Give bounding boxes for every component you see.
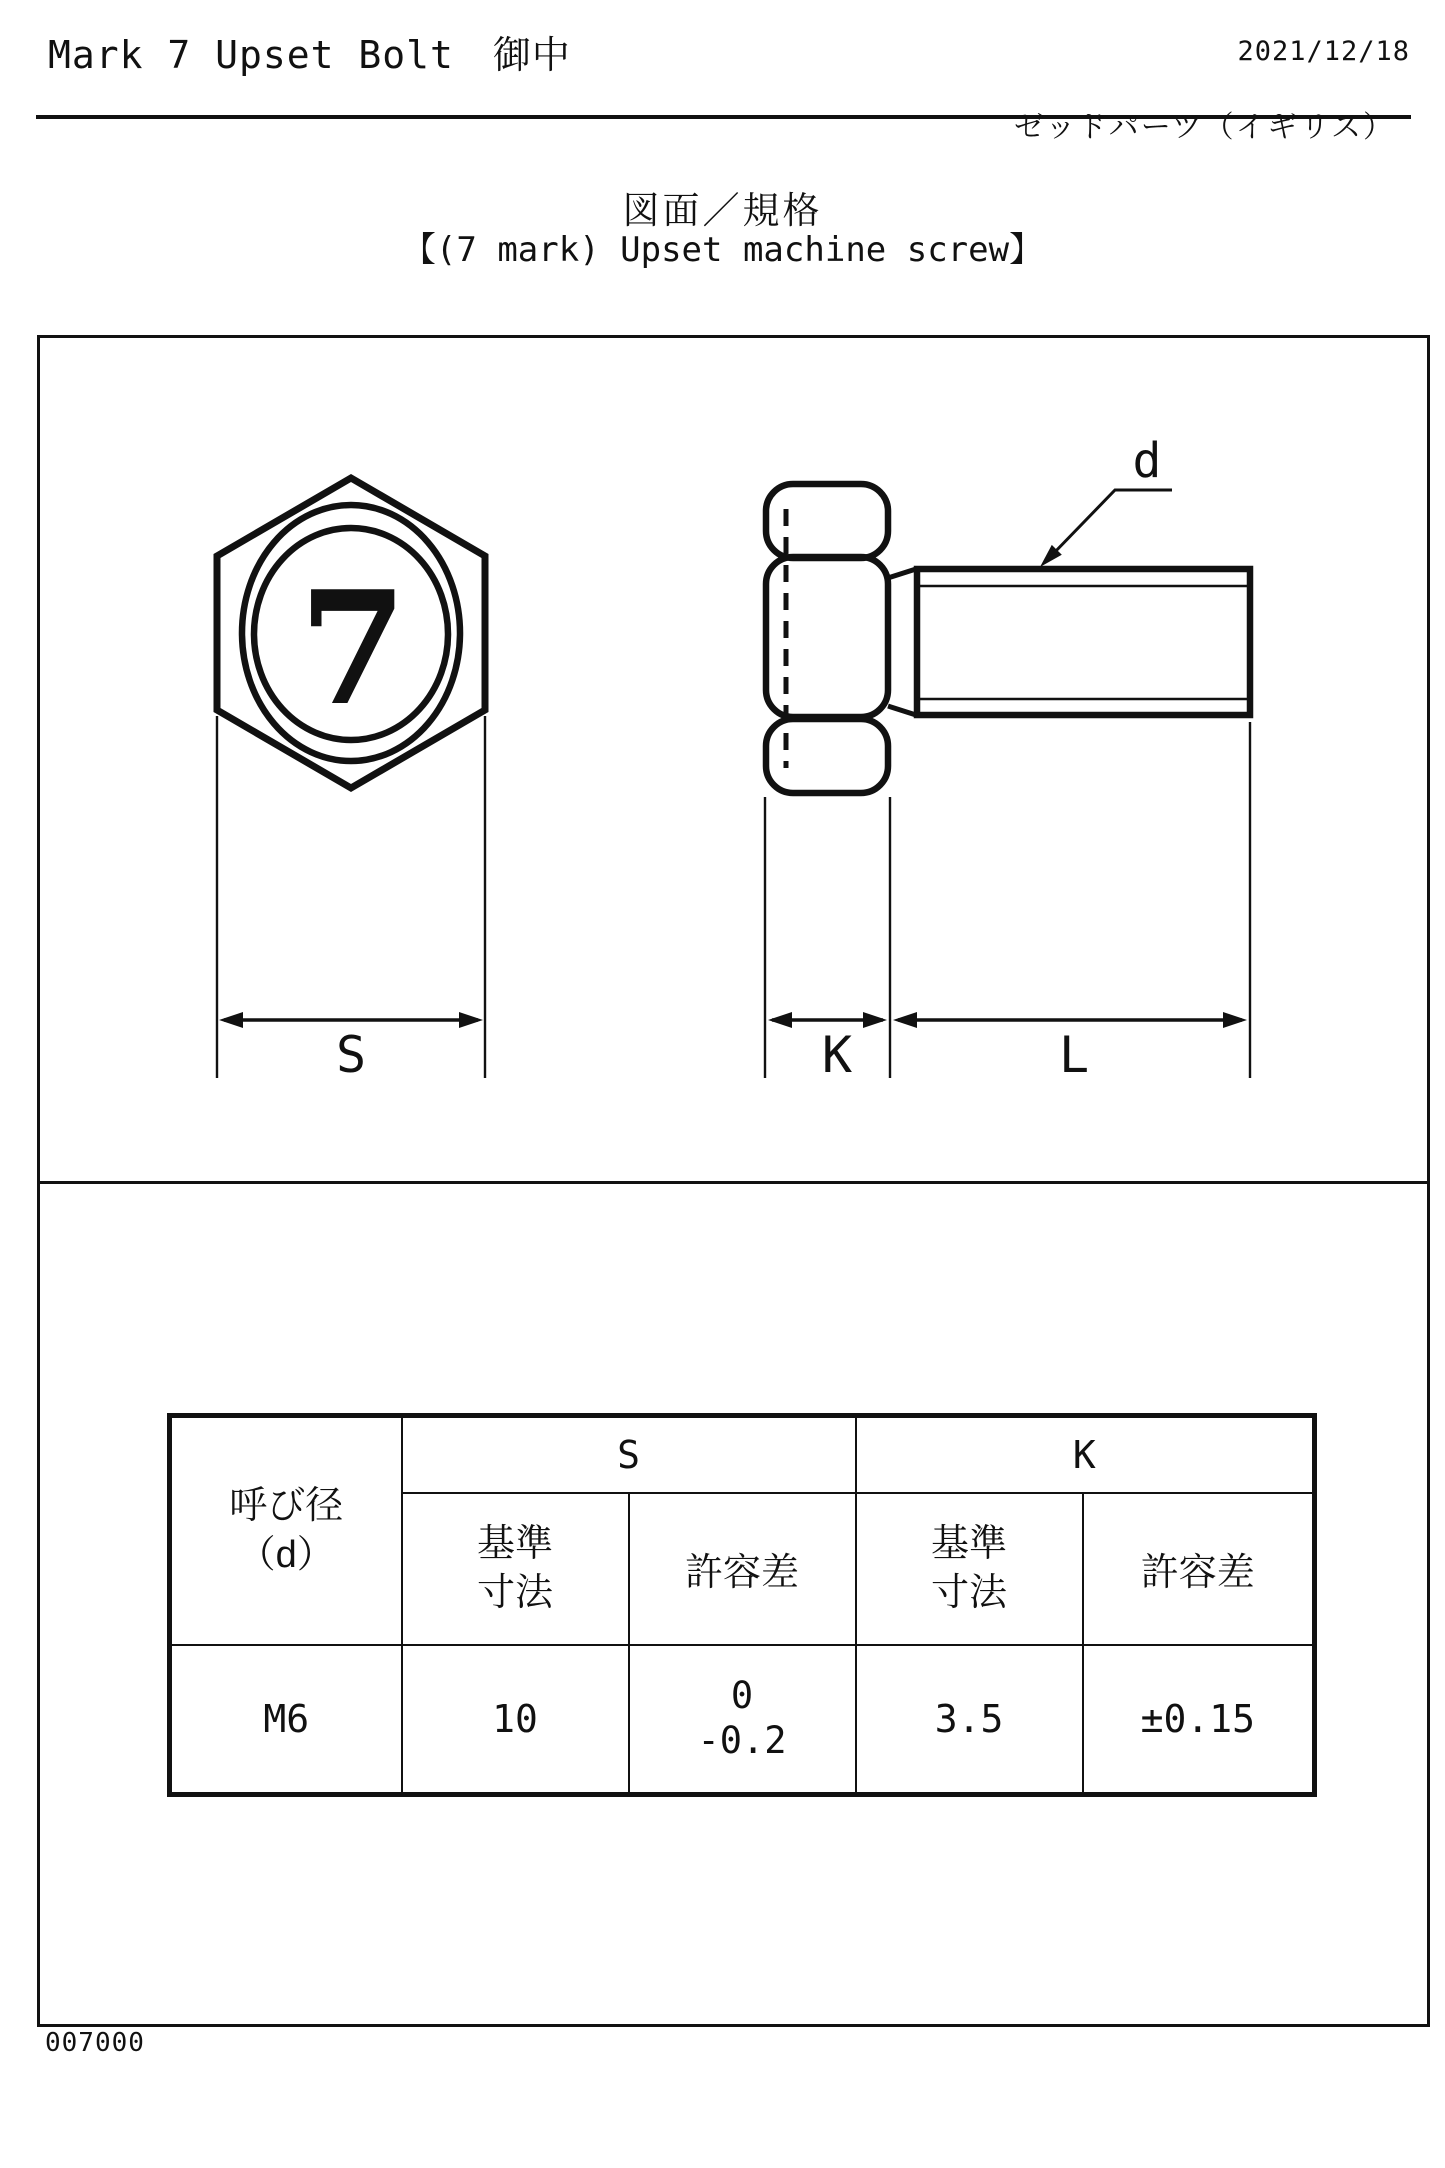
k-basic-line2: 寸法 bbox=[931, 1571, 1008, 1614]
nominal-diameter-line1: 呼び径 bbox=[229, 1485, 344, 1528]
underhead-fillet-top bbox=[888, 569, 916, 578]
drawing-frame bbox=[39, 337, 1429, 1183]
cell-s-basic: 10 bbox=[402, 1645, 629, 1795]
cell-k-basic: 3.5 bbox=[856, 1645, 1083, 1795]
label-k: K bbox=[821, 1026, 853, 1084]
bolt-head-top-view bbox=[217, 478, 485, 788]
page-subtitle-jp: 図面／規格 bbox=[622, 190, 823, 231]
col-header-k-basic bbox=[856, 1493, 1083, 1645]
s-tolerance-upper: 0 bbox=[730, 1674, 754, 1718]
leader-line-d bbox=[1052, 490, 1172, 555]
col-header-s-tolerance: 許容差 bbox=[629, 1493, 856, 1645]
s-basic-line2: 寸法 bbox=[476, 1571, 553, 1614]
head-facet-bottom bbox=[766, 719, 888, 793]
table-row bbox=[170, 1645, 1315, 1795]
dimension-arrows bbox=[219, 1012, 1247, 1028]
underhead-fillet-bottom bbox=[888, 706, 916, 715]
diameter-callout bbox=[1040, 433, 1172, 567]
s-basic-line1: 基準 bbox=[476, 1522, 553, 1565]
group-header-k: K bbox=[856, 1416, 1315, 1493]
col-header-s-basic bbox=[402, 1493, 629, 1645]
cell-k-tolerance: ±0.15 bbox=[1083, 1645, 1315, 1795]
s-tolerance-lower: -0.2 bbox=[697, 1718, 787, 1762]
label-l: L bbox=[1058, 1026, 1090, 1084]
head-mark-7: 7 bbox=[298, 557, 408, 740]
nominal-diameter-line2: （d） bbox=[237, 1533, 335, 1576]
company-name: ゼッドパーツ（イギリス） bbox=[1014, 111, 1395, 144]
document-number: 007000 bbox=[45, 2028, 145, 2058]
page-title-en: 【(7 mark) Upset machine screw】 bbox=[401, 230, 1044, 270]
spec-table bbox=[167, 1413, 1317, 1797]
shank-outline bbox=[917, 569, 1250, 715]
cell-s-tolerance bbox=[629, 1645, 856, 1795]
k-basic-line1: 基準 bbox=[931, 1522, 1008, 1565]
cell-nominal-d: M6 bbox=[170, 1645, 402, 1795]
col-header-nominal-diameter bbox=[170, 1416, 402, 1645]
label-d: d bbox=[1132, 433, 1162, 489]
group-header-s: S bbox=[402, 1416, 856, 1493]
document-title: Mark 7 Upset Bolt 御中 bbox=[48, 33, 571, 77]
document-date: 2021/12/18 bbox=[1237, 36, 1410, 67]
label-s: S bbox=[335, 1026, 367, 1084]
col-header-k-tolerance: 許容差 bbox=[1083, 1493, 1315, 1645]
bolt-side-view bbox=[766, 484, 1250, 793]
extension-lines bbox=[217, 716, 1250, 1078]
